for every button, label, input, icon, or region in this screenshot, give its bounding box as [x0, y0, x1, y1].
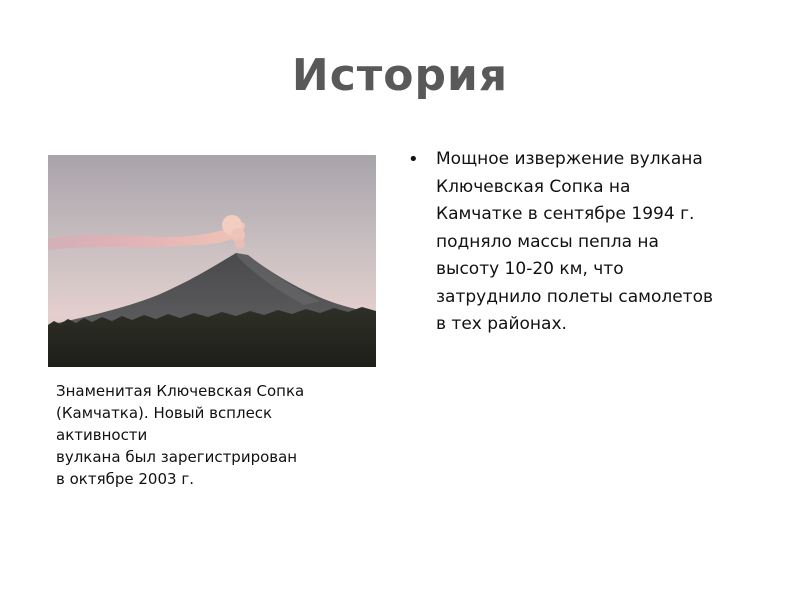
bullet-text: [436, 146, 713, 339]
bullet-line: Камчатке в сентябре 1994 г.: [436, 204, 695, 224]
caption-line: Знаменитая Ключевская Сопка: [56, 382, 305, 400]
bullet-line: Ключевская Сопка на: [436, 176, 631, 197]
volcano-photo: [48, 155, 376, 367]
eruption-cloud-3: [235, 239, 245, 249]
caption-line: активности: [56, 426, 148, 444]
bullet-line: затруднило полеты самолетов: [436, 286, 714, 307]
bullet-line: высоту 10-20 км, что: [436, 259, 624, 279]
bullet-line: в тех районах.: [436, 314, 567, 334]
caption-line: вулкана был зарегистрирован: [56, 448, 298, 466]
bullet-line: Мощное извержение вулкана: [436, 149, 703, 169]
slide-title: История: [291, 50, 509, 101]
list-item: [408, 146, 768, 339]
caption-line: в октябре 2003 г.: [56, 470, 194, 488]
bullet-list: [408, 146, 768, 339]
bullet-icon: •: [408, 149, 419, 170]
caption-line: (Камчатка). Новый всплеск: [56, 404, 273, 422]
bullet-line: подняло массы пепла на: [436, 231, 659, 252]
photo-caption: [56, 380, 356, 490]
